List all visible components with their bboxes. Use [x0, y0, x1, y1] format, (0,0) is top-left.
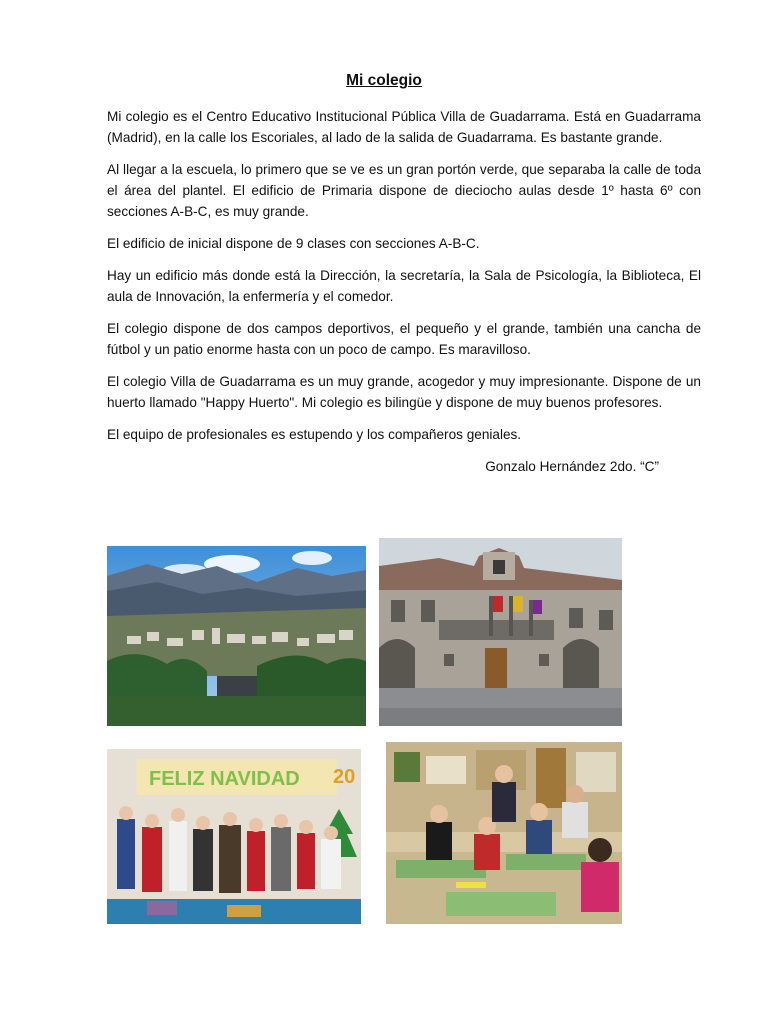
document-body [107, 106, 701, 477]
photo-christmas-party [107, 749, 361, 924]
photo-town-landscape [107, 546, 366, 726]
banner-text: FELIZ NAVIDAD [149, 768, 300, 790]
photo-town-hall [379, 538, 622, 726]
paragraph: Mi colegio es el Centro Educativo Institucional Pública Villa de Guadarrama. Está en Guadarrama (Madrid), en la calle los Escoriales, al lado de la salida de Guadarrama. Es bastante grande. [107, 109, 701, 145]
page-title: Mi colegio [346, 72, 422, 89]
banner-year: 20 [333, 766, 356, 788]
paragraph: El colegio Villa de Guadarrama es un muy grande, acogedor y muy impresionante. Dispone de un huerto llamado "Happy Huerto". Mi colegio es bilingüe y dispone de muy buenos profesores. [107, 374, 701, 410]
signature: Gonzalo Hernández 2do. “C” [485, 459, 659, 474]
paragraph: El equipo de profesionales es estupendo y los compañeros geniales. [107, 427, 522, 442]
paragraph: Hay un edificio más donde está la Dirección, la secretaría, la Sala de Psicología, la Biblioteca, El aula de Innovación, la enfermería y el comedor. [107, 268, 701, 304]
photo-classroom [386, 742, 622, 924]
paragraph: Al llegar a la escuela, lo primero que se ve es un gran portón verde, que separaba la calle de toda el área del plantel. El edificio de Primaria dispone de dieciocho aulas desde 1º hasta 6º con secciones A-B-C, es muy grande. [107, 162, 701, 219]
paragraph: El colegio dispone de dos campos deportivos, el pequeño y el grande, también una cancha de fútbol y un patio enorme hasta con un poco de campo. Es maravilloso. [107, 321, 701, 357]
paragraph: El edificio de inicial dispone de 9 clases con secciones A-B-C. [107, 236, 480, 251]
